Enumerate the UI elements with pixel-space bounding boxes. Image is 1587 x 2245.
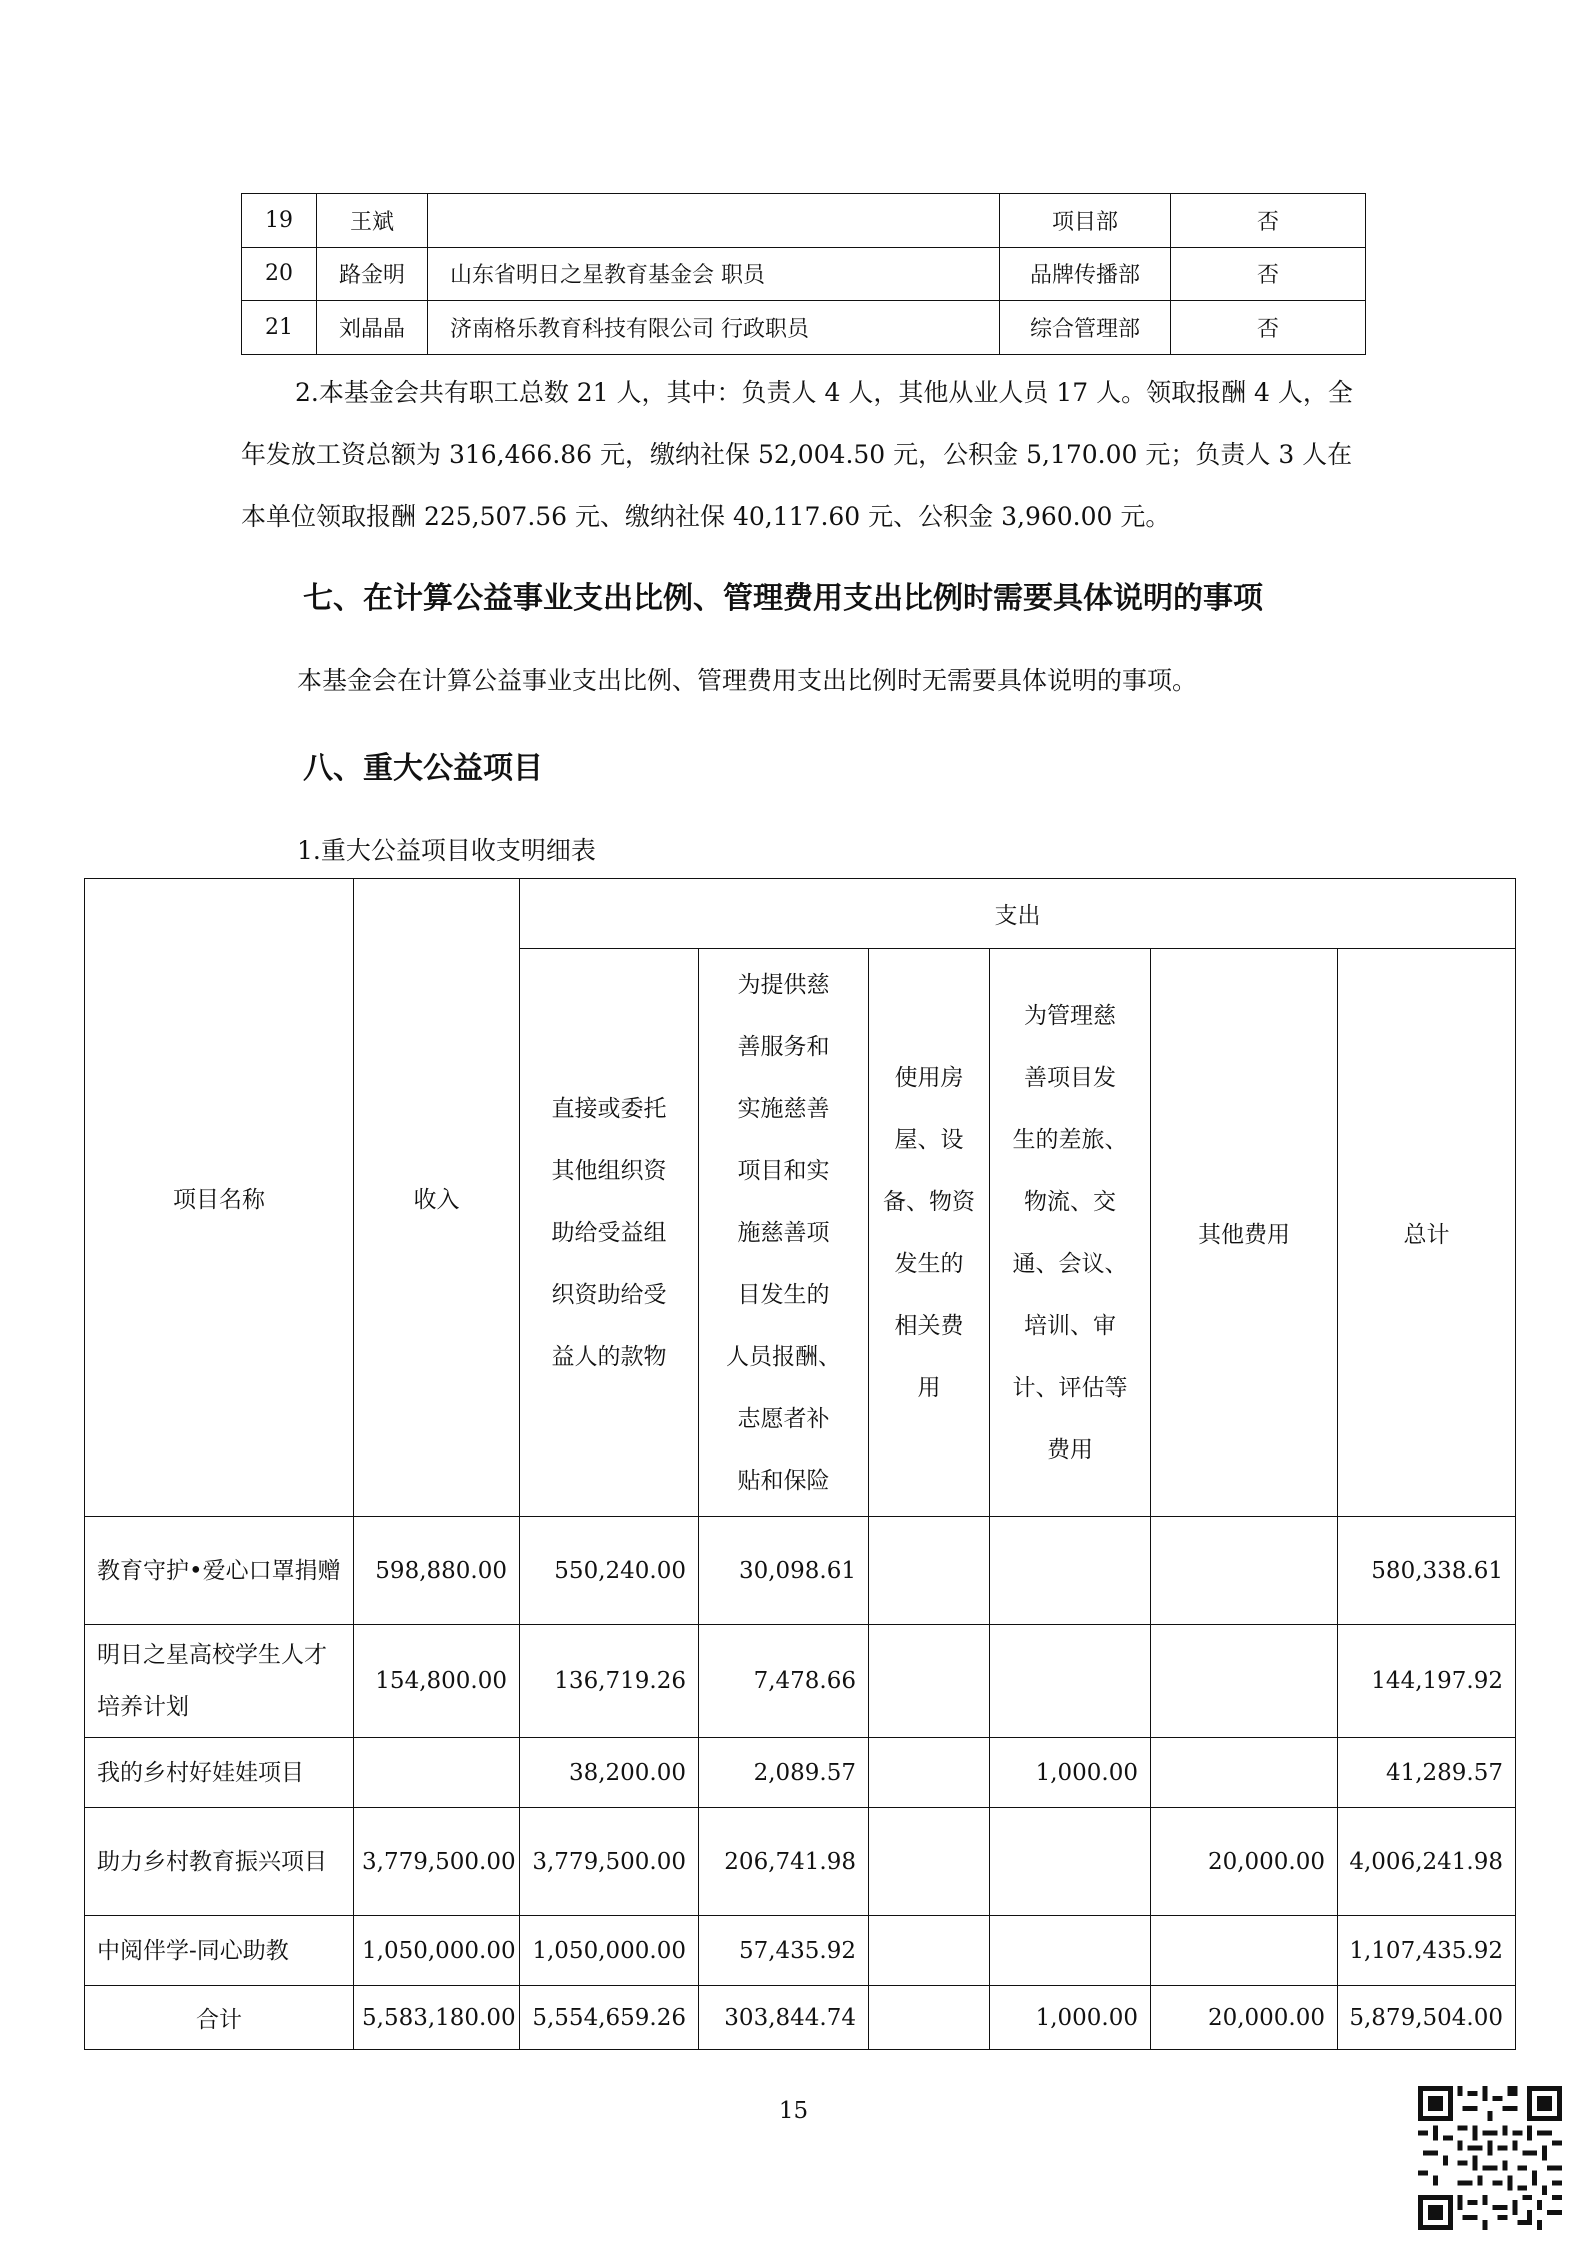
project-admin <box>990 1916 1151 1986</box>
total-other: 20,000.00 <box>1151 1986 1338 2050</box>
project-staff: 57,435.92 <box>699 1916 869 1986</box>
header-staff-costs <box>699 949 869 1517</box>
project-table-body <box>85 1517 1516 2050</box>
staff-flag: 否 <box>1171 247 1366 301</box>
project-staff: 7,478.66 <box>699 1625 869 1738</box>
project-total: 41,289.57 <box>1338 1738 1516 1808</box>
project-income: 1,050,000.00 <box>354 1916 520 1986</box>
table-caption: 1.重大公益项目收支明细表 <box>297 836 596 865</box>
staff-position <box>428 194 1000 248</box>
project-other <box>1151 1517 1338 1625</box>
project-direct: 1,050,000.00 <box>520 1916 699 1986</box>
staff-position: 山东省明日之星教育基金会 职员 <box>428 247 1000 301</box>
header-income: 收入 <box>354 879 520 1517</box>
staff-summary-text: 2.本基金会共有职工总数 21 人，其中：负责人 4 人，其他从业人员 17 人。领取报酬 4 人，全年发放工资总额为 316,466.86 元，缴纳社保 52,004.50 元，公积金 5,170.00 元；负责人 3 人在本单位领取报酬 225,507.56 元、缴纳社保 40,117.60 元、公积金 3,960.00 元。 <box>241 378 1353 531</box>
staff-department: 项目部 <box>1000 194 1171 248</box>
project-other <box>1151 1916 1338 1986</box>
staff-summary-paragraph <box>241 362 1363 548</box>
project-name: 助力乡村教育振兴项目 <box>85 1808 354 1916</box>
section7-body <box>297 650 1367 712</box>
header-facility-costs-line: 使用房 <box>894 1064 964 1091</box>
project-income: 598,880.00 <box>354 1517 520 1625</box>
header-direct-grants-line: 其他组织资 <box>551 1157 667 1184</box>
staff-name: 王斌 <box>317 194 428 248</box>
project-total: 144,197.92 <box>1338 1625 1516 1738</box>
staff-department: 综合管理部 <box>1000 301 1171 355</box>
project-row <box>85 1916 1516 1986</box>
project-income <box>354 1738 520 1808</box>
project-row <box>85 1738 1516 1808</box>
header-facility-costs-line: 屋、设 <box>894 1126 964 1153</box>
header-staff-costs-line: 目发生的 <box>737 1281 830 1308</box>
header-staff-costs-line: 人员报酬、 <box>726 1343 841 1370</box>
section8-heading: 八、重大公益项目 <box>303 751 543 786</box>
header-staff-costs-line: 施慈善项 <box>737 1219 830 1246</box>
staff-row <box>242 194 1366 248</box>
total-row <box>85 1986 1516 2050</box>
header-row-top <box>85 879 1516 949</box>
header-facility-costs-line: 备、物资 <box>883 1188 975 1215</box>
header-staff-costs-line: 贴和保险 <box>737 1467 830 1494</box>
project-facility <box>869 1625 990 1738</box>
header-staff-costs-line: 善服务和 <box>737 1033 830 1060</box>
project-table <box>84 878 1516 2050</box>
project-name: 教育守护•爱心口罩捐赠 <box>85 1517 354 1625</box>
project-direct: 3,779,500.00 <box>520 1808 699 1916</box>
staff-name: 刘晶晶 <box>317 301 428 355</box>
header-expense-group: 支出 <box>520 879 1516 949</box>
header-facility-costs-line: 发生的 <box>894 1250 964 1277</box>
project-admin <box>990 1517 1151 1625</box>
project-staff: 206,741.98 <box>699 1808 869 1916</box>
project-name: 我的乡村好娃娃项目 <box>85 1738 354 1808</box>
total-direct: 5,554,659.26 <box>520 1986 699 2050</box>
header-admin-costs-line: 通、会议、 <box>1012 1250 1128 1277</box>
project-total: 1,107,435.92 <box>1338 1916 1516 1986</box>
project-admin: 1,000.00 <box>990 1738 1151 1808</box>
project-row <box>85 1625 1516 1738</box>
header-facility-costs-line: 用 <box>917 1374 941 1401</box>
header-facility-costs-line: 相关费 <box>894 1312 964 1339</box>
project-direct: 38,200.00 <box>520 1738 699 1808</box>
project-other <box>1151 1625 1338 1738</box>
project-name: 明日之星高校学生人才 培养计划 <box>85 1625 354 1738</box>
header-facility-costs <box>869 949 990 1517</box>
total-facility <box>869 1986 990 2050</box>
qr-code-icon <box>1418 2086 1562 2230</box>
project-admin <box>990 1808 1151 1916</box>
project-direct: 136,719.26 <box>520 1625 699 1738</box>
staff-no: 19 <box>242 194 317 248</box>
staff-no: 21 <box>242 301 317 355</box>
header-direct-grants-line: 直接或委托 <box>551 1095 667 1122</box>
project-income: 154,800.00 <box>354 1625 520 1738</box>
project-total: 4,006,241.98 <box>1338 1808 1516 1916</box>
project-other: 20,000.00 <box>1151 1808 1338 1916</box>
project-name: 中阅伴学-同心助教 <box>85 1916 354 1986</box>
project-facility <box>869 1738 990 1808</box>
project-total: 580,338.61 <box>1338 1517 1516 1625</box>
header-staff-costs-line: 项目和实 <box>737 1157 830 1184</box>
total-admin: 1,000.00 <box>990 1986 1151 2050</box>
header-project-name: 项目名称 <box>85 879 354 1517</box>
section7-body-text: 本基金会在计算公益事业支出比例、管理费用支出比例时无需要具体说明的事项。 <box>297 666 1198 695</box>
project-other <box>1151 1738 1338 1808</box>
staff-table <box>241 193 1366 355</box>
project-facility <box>869 1517 990 1625</box>
staff-flag: 否 <box>1171 301 1366 355</box>
project-staff: 30,098.61 <box>699 1517 869 1625</box>
staff-row <box>242 247 1366 301</box>
header-other-costs: 其他费用 <box>1151 949 1338 1517</box>
total-staff: 303,844.74 <box>699 1986 869 2050</box>
total-label: 合计 <box>85 1986 354 2050</box>
header-staff-costs-line: 为提供慈 <box>737 971 830 998</box>
header-admin-costs-line: 培训、审 <box>1024 1312 1116 1339</box>
project-facility <box>869 1808 990 1916</box>
header-direct-grants <box>520 949 699 1517</box>
header-admin-costs-line: 为管理慈 <box>1024 1002 1116 1029</box>
project-row <box>85 1517 1516 1625</box>
project-staff: 2,089.57 <box>699 1738 869 1808</box>
header-admin-costs-line: 物流、交 <box>1024 1188 1116 1215</box>
page-number: 15 <box>778 2098 809 2124</box>
project-income: 3,779,500.00 <box>354 1808 520 1916</box>
header-admin-costs-line: 费用 <box>1047 1436 1093 1463</box>
staff-flag: 否 <box>1171 194 1366 248</box>
header-staff-costs-line: 志愿者补 <box>737 1405 830 1432</box>
staff-row <box>242 301 1366 355</box>
header-total: 总计 <box>1338 949 1516 1517</box>
header-admin-costs-line: 生的差旅、 <box>1012 1126 1128 1153</box>
total-income: 5,583,180.00 <box>354 1986 520 2050</box>
header-admin-costs-line: 计、评估等 <box>1012 1374 1128 1401</box>
header-direct-grants-line: 助给受益组 <box>551 1219 667 1246</box>
header-staff-costs-line: 实施慈善 <box>737 1095 830 1122</box>
staff-position: 济南格乐教育科技有限公司 行政职员 <box>428 301 1000 355</box>
header-direct-grants-line: 益人的款物 <box>551 1343 667 1370</box>
header-admin-costs-line: 善项目发 <box>1024 1064 1116 1091</box>
header-direct-grants-line: 织资助给受 <box>551 1281 667 1308</box>
section7-heading: 七、在计算公益事业支出比例、管理费用支出比例时需要具体说明的事项 <box>303 581 1263 616</box>
staff-name: 路金明 <box>317 247 428 301</box>
staff-department: 品牌传播部 <box>1000 247 1171 301</box>
header-admin-costs <box>990 949 1151 1517</box>
project-row <box>85 1808 1516 1916</box>
project-direct: 550,240.00 <box>520 1517 699 1625</box>
project-facility <box>869 1916 990 1986</box>
project-admin <box>990 1625 1151 1738</box>
staff-no: 20 <box>242 247 317 301</box>
total-total: 5,879,504.00 <box>1338 1986 1516 2050</box>
staff-table-body <box>242 194 1366 355</box>
